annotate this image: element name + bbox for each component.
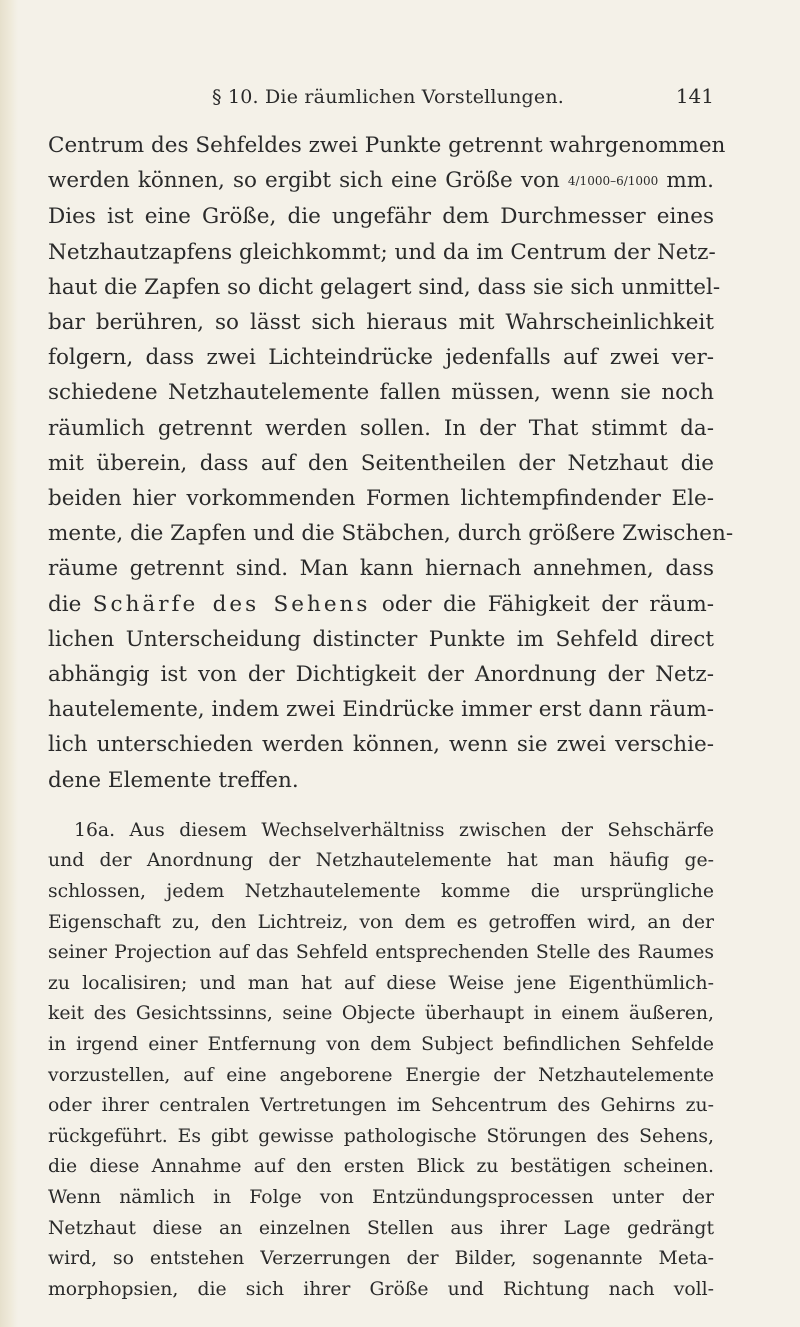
text-line: mente, die Zapfen und die Stäbchen, durch größere Zwischen- bbox=[48, 521, 734, 547]
running-header bbox=[212, 84, 714, 108]
text-line: folgern, dass zwei Lichteindrücke jedenfalls auf zwei ver- bbox=[48, 345, 714, 371]
text-line: dene Elemente treffen. bbox=[48, 767, 299, 793]
emphasis-text: Schärfe des Sehens bbox=[92, 591, 371, 617]
text-line: lich unterschieden werden können, wenn sie zwei verschie- bbox=[48, 732, 714, 758]
text-line: keit des Gesichtssinns, seine Objecte überhaupt in einem äußeren, bbox=[48, 1003, 714, 1025]
text-line: oder ihrer centralen Vertretungen im Sehcentrum des Gehirns zu- bbox=[48, 1095, 714, 1117]
unit: mm. bbox=[666, 168, 715, 194]
text-line: Eigenschaft zu, den Lichtreiz, von dem es getroffen wird, an der bbox=[48, 911, 714, 933]
text-line: Netzhaut diese an einzelnen Stellen aus ihrer Lage gedrängt bbox=[48, 1217, 714, 1239]
text-line: und der Anordnung der Netzhautelemente hat man häufig ge- bbox=[48, 850, 714, 872]
text-line: die Schärfe des Sehens oder die Fähigkeit der räum- bbox=[48, 591, 714, 617]
text-line: zu localisiren; und man hat auf diese Weise jene Eigenthümlich- bbox=[48, 972, 714, 994]
text-line: Centrum des Sehfeldes zwei Punkte getrennt wahrgenommen bbox=[48, 133, 726, 158]
text-line: räumlich getrennt werden sollen. In der That stimmt da- bbox=[48, 415, 714, 441]
text-line: schiedene Netzhautelemente fallen müssen, wenn sie noch bbox=[48, 380, 714, 406]
text-line: lichen Unterscheidung distincter Punkte im Sehfeld direct bbox=[48, 626, 714, 652]
text-line: die diese Annahme auf den ersten Blick zu bestätigen scheinen. bbox=[48, 1156, 714, 1178]
text-line: mit überein, dass auf den Seitentheilen der Netzhaut die bbox=[48, 450, 714, 476]
text-line: beiden hier vorkommenden Formen lichtempfindender Ele- bbox=[48, 486, 714, 512]
text-line: morphopsien, die sich ihrer Größe und Richtung nach voll- bbox=[48, 1278, 714, 1300]
text-line: wird, so entstehen Verzerrungen der Bilder, sogenannte Meta- bbox=[48, 1248, 714, 1270]
text-line: werden können, so ergibt sich eine Größe von 4/1000–6/1000 mm. bbox=[48, 168, 715, 194]
text-line: hautelemente, indem zwei Eindrücke immer erst dann räum- bbox=[48, 697, 714, 723]
page-number: 141 bbox=[675, 84, 714, 108]
text-line: bar berühren, so lässt sich hieraus mit Wahrscheinlichkeit bbox=[48, 310, 714, 336]
text-line: Dies ist eine Größe, die ungefähr dem Durchmesser eines bbox=[48, 204, 714, 230]
text-line: 16a. Aus diesem Wechselverhältniss zwischen der Sehschärfe bbox=[74, 819, 714, 841]
text-line: räume getrennt sind. Man kann hiernach annehmen, dass bbox=[48, 556, 714, 582]
text-line: vorzustellen, auf eine angeborene Energie der Netzhautelemente bbox=[48, 1064, 714, 1086]
paragraph-1 bbox=[48, 128, 734, 798]
text-line: in irgend einer Entfernung von dem Subject befindlichen Sehfelde bbox=[48, 1034, 714, 1056]
text-line: seiner Projection auf das Sehfeld entsprechenden Stelle des Raumes bbox=[48, 942, 714, 964]
text-line: rückgeführt. Es gibt gewisse pathologische Störungen des Sehens, bbox=[48, 1125, 714, 1147]
page-body bbox=[48, 128, 734, 1305]
section-title: § 10. Die räumlichen Vorstellungen. bbox=[212, 86, 565, 108]
text-line: Netzhautzapfens gleichkommt; und da im Centrum der Netz- bbox=[48, 239, 716, 265]
page-edge bbox=[0, 0, 18, 1327]
text-line: haut die Zapfen so dicht gelagert sind, dass sie sich unmittel- bbox=[48, 274, 721, 300]
text-line: abhängig ist von der Dichtigkeit der Anordnung der Netz- bbox=[48, 662, 714, 688]
fraction: 4/1000–6/1000 bbox=[567, 174, 659, 189]
paragraph-2 bbox=[48, 816, 714, 1306]
text-line: Wenn nämlich in Folge von Entzündungsprocessen unter der bbox=[48, 1186, 714, 1208]
text-line: schlossen, jedem Netzhautelemente komme die ursprüngliche bbox=[48, 881, 714, 903]
